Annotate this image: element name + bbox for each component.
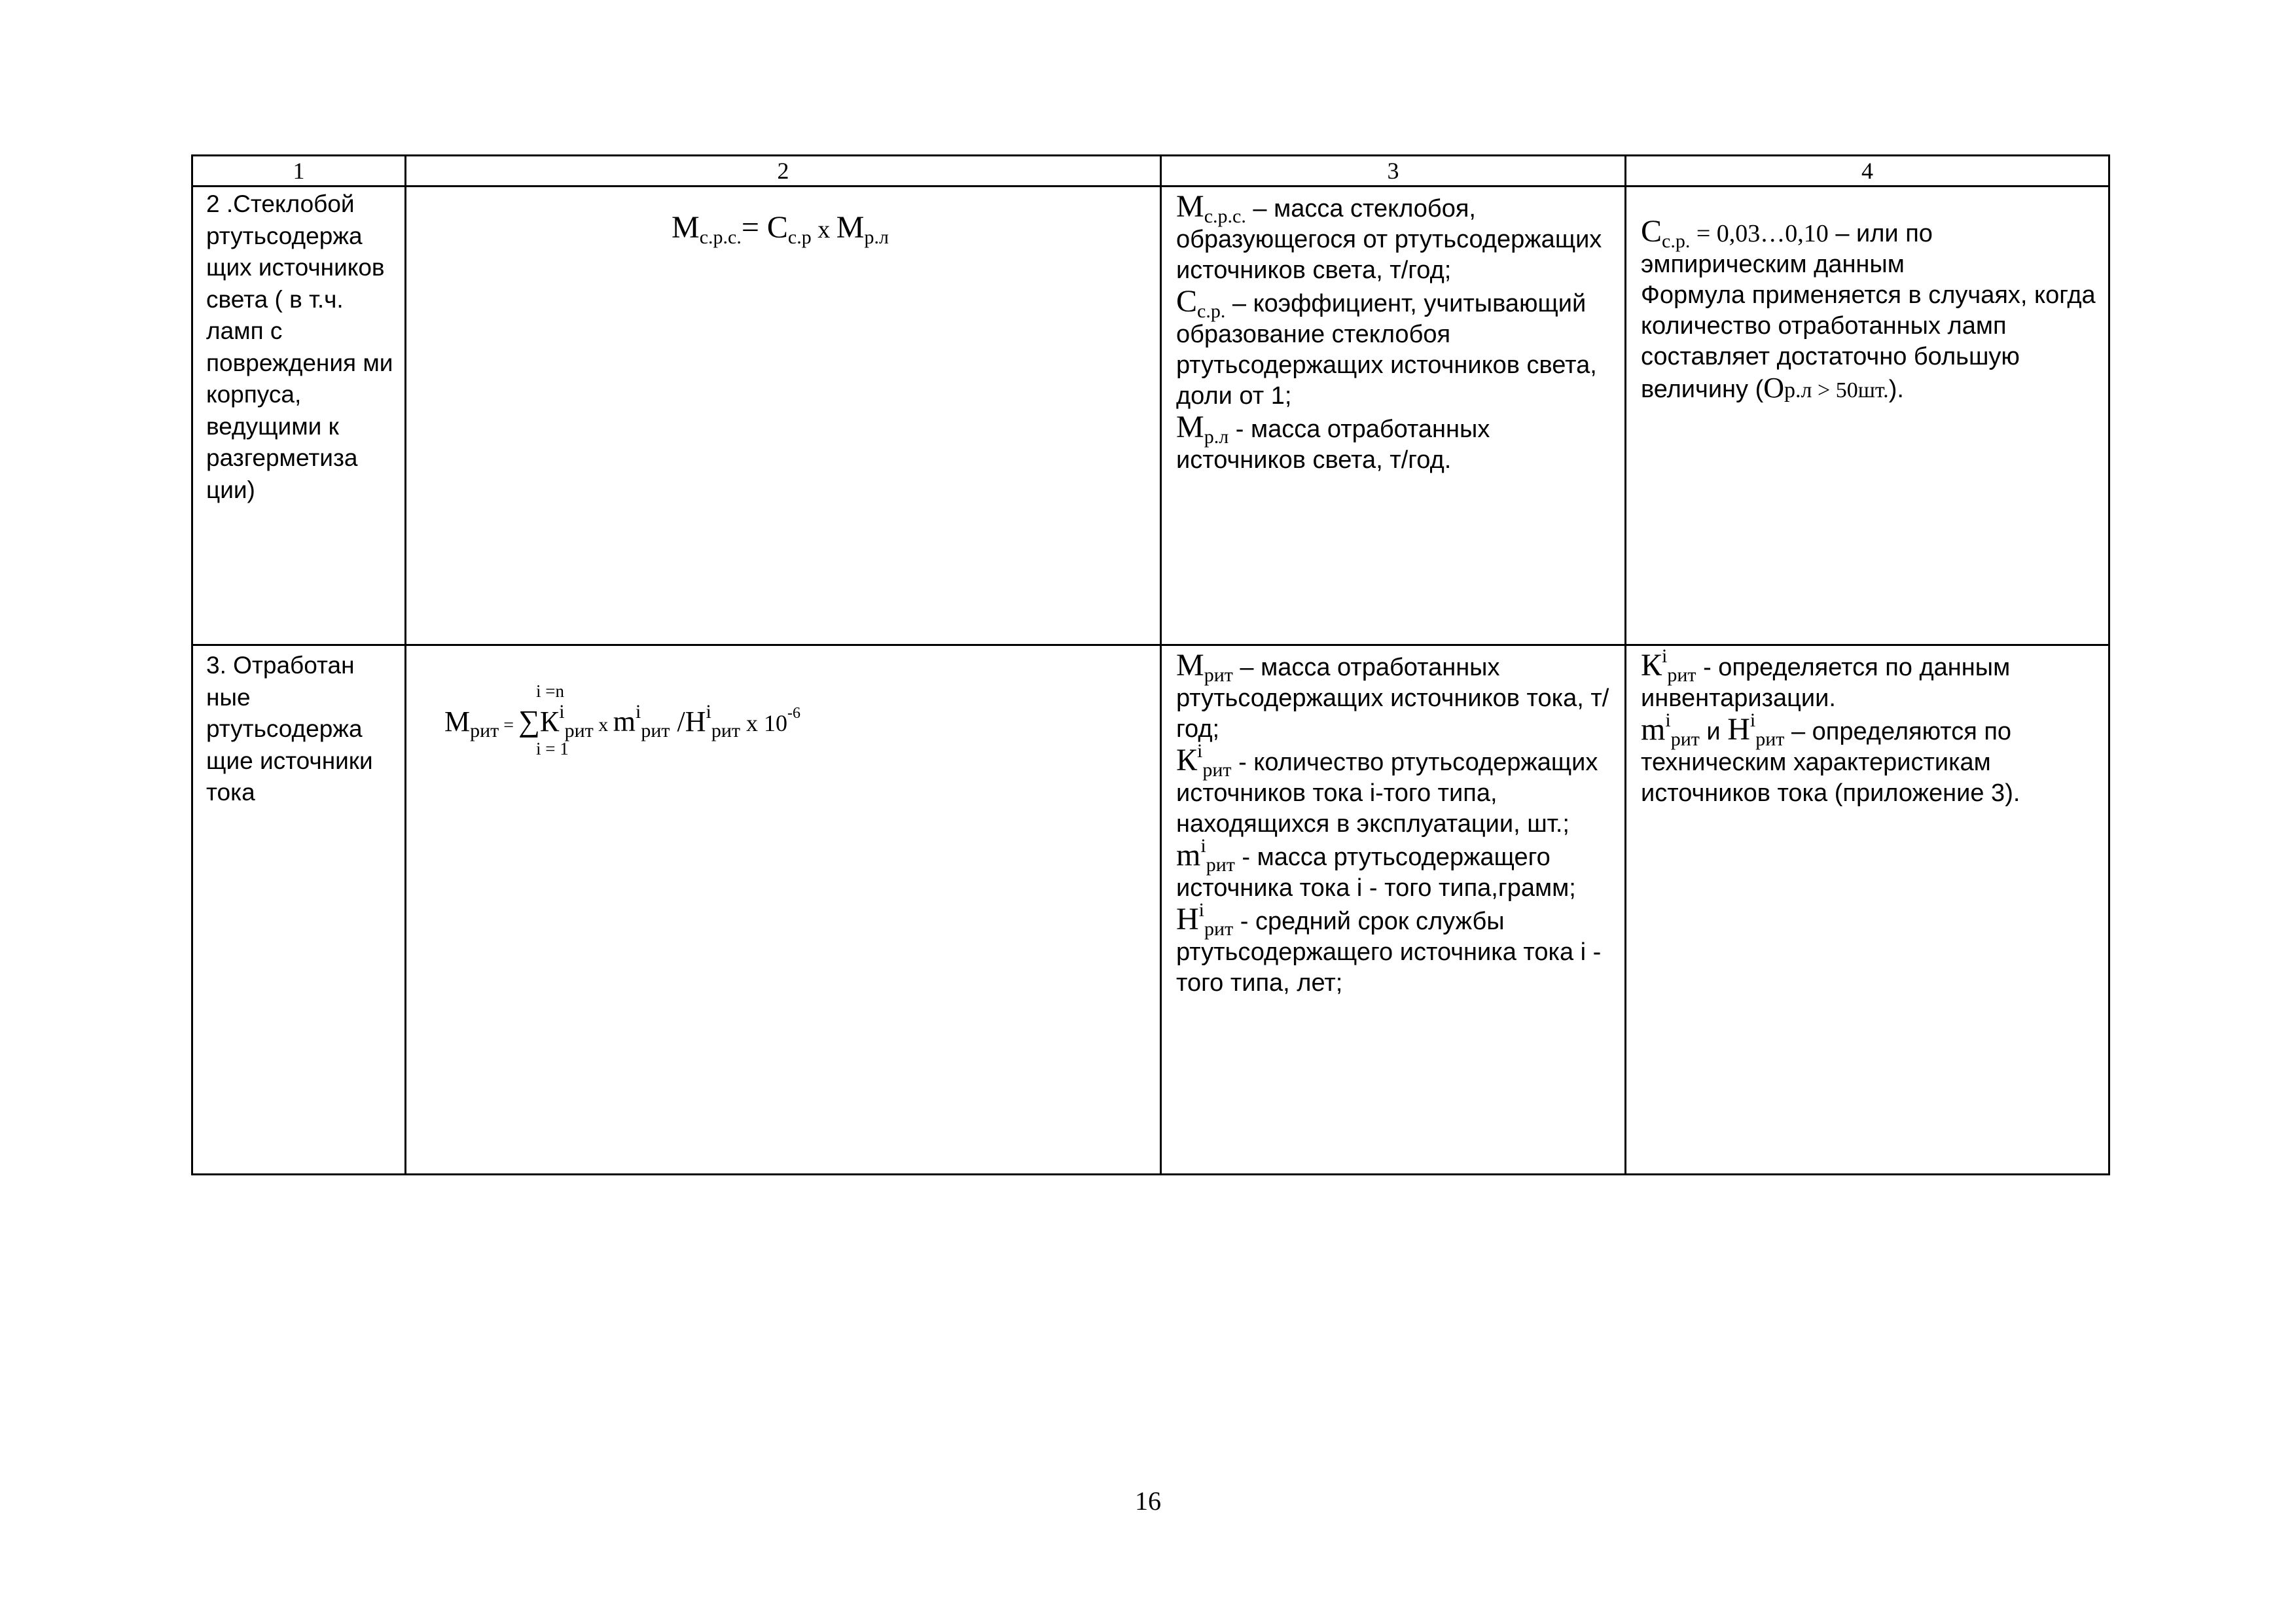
row2-notes-cell bbox=[1626, 187, 2109, 645]
sum-upper-limit: i =n bbox=[536, 681, 564, 701]
header-cell-3: 3 bbox=[1161, 156, 1626, 187]
row3-notes-cell bbox=[1626, 645, 2109, 1175]
sum-lower-limit: i = 1 bbox=[536, 739, 569, 758]
row3-definitions-cell bbox=[1161, 645, 1626, 1175]
row3-formula-cell bbox=[406, 645, 1161, 1175]
row2-formula-cell bbox=[406, 187, 1161, 645]
current-sources-formula: i =n $М_{рит} = \sum К^i_{рит}$ х $m^i_{рит}$ $/Н^i_{рит}$ х $10^{-6}$ i = 1 bbox=[444, 681, 801, 758]
data-table bbox=[191, 154, 2110, 1175]
note-usage: Формула применяется в случаях, когда количество отработанных ламп составляет достаточно большую величину (Ор.л > 50шт.). bbox=[1641, 281, 2096, 404]
table-row-current-sources bbox=[192, 645, 2109, 1175]
note-krit: $К^i_{рит}$ - определяется по данным инвентаризации. bbox=[1641, 645, 2011, 712]
sum-symbol: ∑ bbox=[518, 704, 540, 738]
note-mh: $m^i_{рит}$ и $Н^i_{рит}$ – определяются по техническим характеристикам источников тока (приложение 3). bbox=[1641, 709, 2020, 807]
header-cell-4: 4 bbox=[1626, 156, 2109, 187]
def-hrit: $Н^i_{рит}$ - средний срок службы ртутьсодержащего источника тока i - того типа, лет; bbox=[1176, 899, 1602, 997]
row2-name-cell: 2 .Стеклобой ртутьсодержа щих источников света ( в т.ч. ламп с повреждения ми корпуса, ведущими к разгерметиза ции) bbox=[192, 187, 406, 645]
header-cell-1: 1 bbox=[192, 156, 406, 187]
table-row-glass-waste bbox=[192, 187, 2109, 645]
def-mrl: $М_{р.л}$ - масса отработанных источников света, т/год. bbox=[1176, 410, 1490, 474]
note-csr: $С_{с.р.}$ = 0,03…0,10 – или по эмпирическим данным bbox=[1641, 214, 1933, 278]
def-mrit: $М_{рит}$ – масса отработанных ртутьсодержащих источников тока, т/год; bbox=[1176, 648, 1609, 743]
row2-definitions-cell bbox=[1161, 187, 1626, 645]
header-cell-2: 2 bbox=[406, 156, 1161, 187]
glass-waste-formula: Мс.р.с.= Сс.р х Мр.л bbox=[672, 210, 889, 248]
page-number: 16 bbox=[1135, 1486, 1161, 1516]
def-krit: $К^i_{рит}$ - количество ртутьсодержащих источников тока i-того типа, находящихся в эксплуатации, шт.; bbox=[1176, 740, 1598, 838]
def-mirit: $m^i_{рит}$ - масса ртутьсодержащего источника тока i - того типа,грамм; bbox=[1176, 835, 1576, 902]
table-header-row bbox=[192, 156, 2109, 187]
row3-name-cell: 3. Отработан ные ртутьсодержа щие источники тока bbox=[192, 645, 406, 1175]
def-csr: $С_{с.р.}$ – коэффициент, учитывающий образование стеклобоя ртутьсодержащих источников света, доли от 1; bbox=[1176, 284, 1597, 410]
def-msrs: $М_{с.р.с.}$ – масса стеклобоя, образующегося от ртутьсодержащих источников света, т/год; bbox=[1176, 189, 1602, 284]
